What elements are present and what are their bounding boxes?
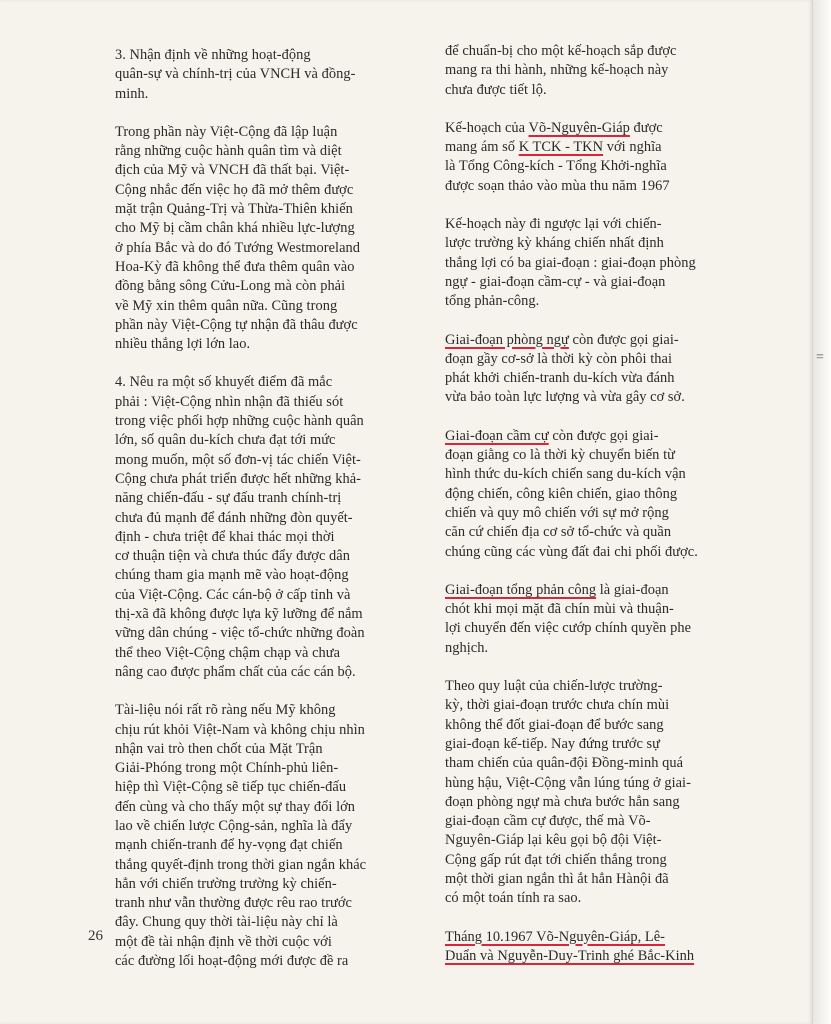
highlight-plan-code: K TCK - TKN bbox=[518, 139, 604, 156]
paragraph-counteroffensive-phase bbox=[445, 581, 740, 658]
page-number: 26 bbox=[88, 928, 103, 944]
text-counteroffensive-phase: là giai-đoạn chót khi mọi mặt đã chín mùi và thuận- lợi chuyển đến việc cướp chính quyền phe nghịch. bbox=[445, 581, 692, 656]
text-plan-code-intro: được mang ám số bbox=[445, 119, 663, 156]
text-defense-phase: còn được gọi giai- đoạn gầy cơ-sở là thời kỳ còn phôi thai phát khởi chiến-tranh du-kích vừa đánh vừa bảo toàn lực lượng và vừa gây cơ sở. bbox=[445, 331, 685, 406]
right-column bbox=[445, 42, 740, 966]
text-plan-intro: Kế-hoạch của bbox=[445, 119, 529, 136]
highlight-counteroffensive-phase: Giai-đoạn tổng phản công bbox=[445, 581, 597, 598]
page-edge bbox=[812, 0, 831, 1024]
paragraph-section-3-heading: 3. Nhận định về những hoạt-động quân-sự và chính-trị của VNCH và đồng- minh. bbox=[115, 47, 356, 102]
paragraph-strategy-analysis: Theo quy luật của chiến-lược trường- kỳ, thời giai-đoạn trước chưa chín mùi không thể đốt giai-đoạn để bước sang giai-đoạn kế-tiếp. Nay đứng trước sự tham chiến của quân-đội Đồng-minh quá hùng hậu, Việt-Cộng vẫn lúng túng ở giai- đoạn phòng ngự mà chưa bước hẳn sang giai-đoạn cầm cự được, thế mà Võ- Nguyên-Giáp lại kêu gọi bộ đội Việt- Cộng gấp rút đạt tới chiến thắng trong một thời gian ngắn thì ắt hẳn Hànội đã có một toán tính ra sao. bbox=[445, 678, 691, 907]
paragraph-giap-plan bbox=[445, 119, 740, 196]
highlight-defense-phase: Giai-đoạn phòng ngự bbox=[445, 331, 569, 348]
text-stalemate-phase: còn được gọi giai- đoạn giằng co là thời kỳ chuyển biến từ hình thức du-kích chiến sang du-kích vận động chiến, công kiên chiến, giao thông chiến và quy mô chiến với sự mở rộng căn cứ chiến địa cơ sở tổ-chức và quần chúng cũng các vùng đất đai chi phối được. bbox=[445, 427, 698, 560]
paragraph-section-4-shortcomings: 4. Nêu ra một số khuyết điểm đã mắc phải : Việt-Cộng nhìn nhận đã thiếu sót trong việc phối hợp những cuộc hành quân lớn, số quân du-kích chưa đạt tới mức mong muốn, một số đơn-vị tác chiến Việt- Cộng chưa phát triển được hết những khả- năng chiến-đấu - sự đấu tranh chính-trị chưa đủ mạnh để đánh những đòn quyết- định - chưa triệt để khai thác mọi thời cơ thuận tiện và chưa thúc đẩy được dân chúng tham gia mạnh mẽ vào hoạt-động của Việt-Cộng. Các cán-bộ ở cấp tỉnh và thị-xã đã không được lựa kỹ lưỡng để nắm vững dân chúng - việc tổ-chức những đoàn thể theo Việt-Cộng chậm chạp và chưa nâng cao được phẩm chất của các cán bộ. bbox=[115, 374, 365, 680]
paragraph-defense-phase bbox=[445, 331, 740, 408]
paragraph-stalemate-phase bbox=[445, 427, 740, 562]
edge-mark: = bbox=[816, 350, 824, 365]
text-plan-meaning: với nghĩa là Tổng Công-kích - Tổng Khởi-nghĩa được soạn thảo vào mùa thu năm 1967 bbox=[445, 139, 670, 194]
paragraph-military-assessment: Trong phần này Việt-Cộng đã lập luận rằng những cuộc hành quân tìm và diệt địch của Mỹ và VNCH đã thất bại. Việt- Cộng nhắc đến việc họ đã mở thêm được mặt trận Quảng-Trị và Thừa-Thiên khiến cho Mỹ bị cầm chân khá nhiều lực-lượng ở phía Bắc và do đó Tướng Westmoreland Hoa-Kỳ đã không thể đưa thêm quân vào đồng bằng sông Cửu-Long mà còn phải về Mỹ xin thêm quân nữa. Cũng trong phần này Việt-Cộng tự nhận đã thâu được nhiều thắng lợi lớn lao. bbox=[115, 123, 361, 353]
left-column bbox=[115, 46, 420, 971]
paragraph-three-phases: Kế-hoạch này đi ngược lại với chiến- lược trường kỳ kháng chiến nhất định thắng lợi có ba giai-đoạn : giai-đoạn phòng ngự - giai-đoạn cầm-cự - và giai-đoạn tổng phản-công. bbox=[445, 216, 696, 310]
paragraph-document-conclusion: Tài-liệu nói rất rõ ràng nếu Mỹ không chịu rút khỏi Việt-Nam và không chịu nhìn nhận vai trò then chốt của Mặt Trận Giải-Phóng trong một Chính-phủ liên- hiệp thì Việt-Cộng sẽ tiếp tục chiến-đấu đến cùng và cho thấy một sự thay đổi lớn lao về chiến lược Cộng-sản, nghĩa là đẩy mạnh chiến-tranh để hy-vọng đạt chiến thắng quyết-định trong thời gian ngắn khác hẳn với chiến trường trường kỳ chiến- tranh như vẫn thường được rêu rao trước đây. Chung quy thời tài-liệu này chỉ là một đề tài nhận định về thời cuộc với các đường lối hoạt-động mới được đề ra bbox=[115, 702, 367, 970]
paragraph-beijing-visit: Tháng 10.1967 Võ-Nguyên-Giáp, Lê- Duẩn và Nguyễn-Duy-Trinh ghé Bắc-Kinh bbox=[445, 928, 695, 964]
highlight-giap-name: Võ-Nguyên-Giáp bbox=[528, 119, 630, 136]
highlight-stalemate-phase: Giai-đoạn cầm cự bbox=[445, 427, 549, 444]
paragraph-plan-continuation: để chuẩn-bị cho một kế-hoạch sắp được mang ra thi hành, những kế-hoạch này chưa được tiết lộ. bbox=[445, 43, 677, 98]
